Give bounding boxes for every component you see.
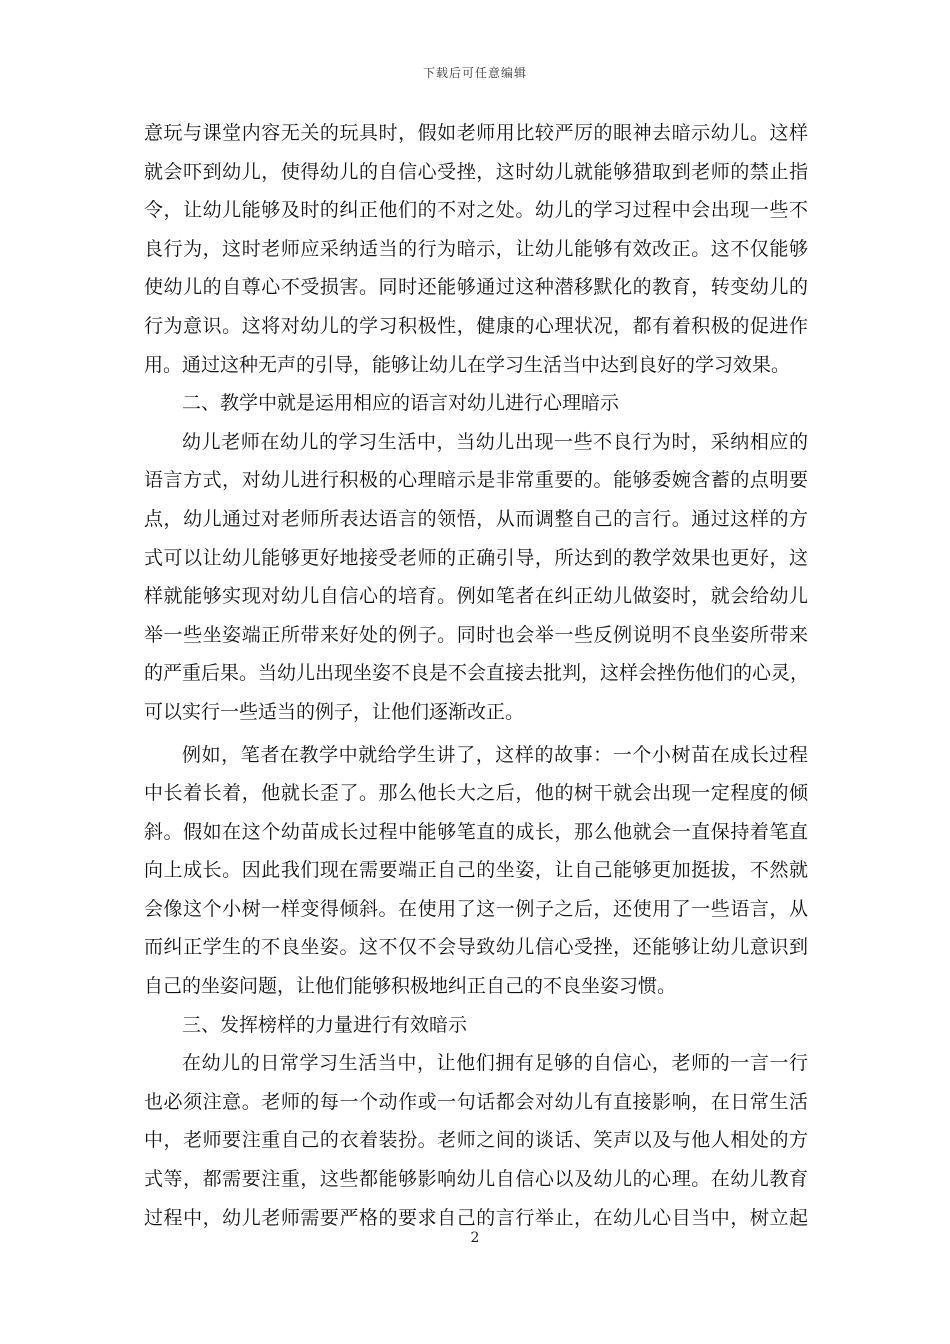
text-line: 斜。假如在这个幼苗成长过程中能够笔直的成长，那么他就会一直保持着笔直	[144, 820, 808, 843]
text-line: 式等，都需要注重，这些都能够影响幼儿自信心以及幼儿的心理。在幼儿教育	[144, 1168, 808, 1191]
document-body	[144, 114, 808, 1237]
section-heading	[144, 1006, 808, 1045]
text-line: 的严重后果。当幼儿出现坐姿不良是不会直接去批判，这样会挫伤他们的心灵，	[144, 662, 810, 685]
text-line: 中长着长着，他就长歪了。那么他长大之后，他的树干就会出现一定程度的倾	[144, 782, 808, 805]
page-number: 2	[470, 1230, 480, 1246]
text-line: 就会吓到幼儿，使得幼儿的自信心受挫，这时幼儿就能够猎取到老师的禁止指	[144, 160, 808, 183]
text-line: 在幼儿的日常学习生活当中，让他们拥有足够的自信心，老师的一言一行	[182, 1052, 808, 1075]
heading-line: 三、发挥榜样的力量进行有效暗示	[182, 1013, 468, 1036]
paragraph	[144, 736, 808, 1006]
text-line: 向上成长。因此我们现在需要端正自己的坐姿，让自己能够更加挺拔，不然就	[144, 859, 808, 882]
text-line: 会像这个小树一样变得倾斜。在使用了这一例子之后，还使用了一些语言，从	[144, 897, 808, 920]
text-line: 可以实行一些适当的例子，让他们逐渐改正。	[144, 700, 525, 723]
text-line: 语言方式，对幼儿进行积极的心理暗示是非常重要的。能够委婉含蓄的点明要	[144, 469, 808, 492]
text-line: 式可以让幼儿能够更好地接受老师的正确引导，所达到的教学效果也更好，这	[144, 546, 808, 569]
text-line: 令，让幼儿能够及时的纠正他们的不对之处。幼儿的学习过程中会出现一些不	[144, 199, 808, 222]
paragraph	[144, 114, 808, 384]
text-line: 中，老师要注重自己的衣着装扮。老师之间的谈话、笑声以及与他人相处的方	[144, 1129, 808, 1152]
text-line: 用。通过这种无声的引导，能够让幼儿在学习生活当中达到良好的学习效果。	[144, 353, 791, 376]
paragraph	[144, 423, 808, 732]
text-line: 自己的坐姿问题，让他们能够积极地纠正自己的不良坐姿习惯。	[144, 975, 677, 998]
page-header: 下载后可任意编辑	[422, 66, 527, 80]
text-line: 而纠正学生的不良坐姿。这不仅不会导致幼儿信心受挫，还能够让幼儿意识到	[144, 936, 808, 959]
text-line: 幼儿老师在幼儿的学习生活中，当幼儿出现一些不良行为时，采纳相应的	[182, 430, 808, 453]
section-heading	[144, 384, 808, 423]
text-line: 意玩与课堂内容无关的玩具时，假如老师用比较严厉的眼神去暗示幼儿。这样	[144, 122, 808, 144]
text-line: 举一些坐姿端正所带来好处的例子。同时也会举一些反例说明不良坐姿所带来	[144, 623, 808, 646]
text-line: 例如，笔者在教学中就给学生讲了，这样的故事：一个小树苗在成长过程	[182, 743, 808, 766]
text-line: 良行为，这时老师应采纳适当的行为暗示，让幼儿能够有效改正。这不仅能够	[144, 237, 808, 260]
heading-line: 二、教学中就是运用相应的语言对幼儿进行心理暗示	[182, 392, 620, 415]
text-line: 点，幼儿通过对老师所表达语言的领悟，从而调整自己的言行。通过这样的方	[144, 507, 808, 530]
text-line: 过程中，幼儿老师需要严格的要求自己的言行举止，在幼儿心目当中，树立起	[144, 1206, 808, 1229]
text-line: 也必须注意。老师的每一个动作或一句话都会对幼儿有直接影响，在日常生活	[144, 1090, 808, 1113]
paragraph	[144, 1044, 808, 1237]
text-line: 行为意识。这将对幼儿的学习积极性，健康的心理状况，都有着积极的促进作	[144, 314, 808, 337]
text-line: 使幼儿的自尊心不受损害。同时还能够通过这种潜移默化的教育，转变幼儿的	[144, 276, 808, 299]
text-line: 样就能够实现对幼儿自信心的培育。例如笔者在纠正幼儿做姿时，就会给幼儿	[144, 585, 808, 608]
